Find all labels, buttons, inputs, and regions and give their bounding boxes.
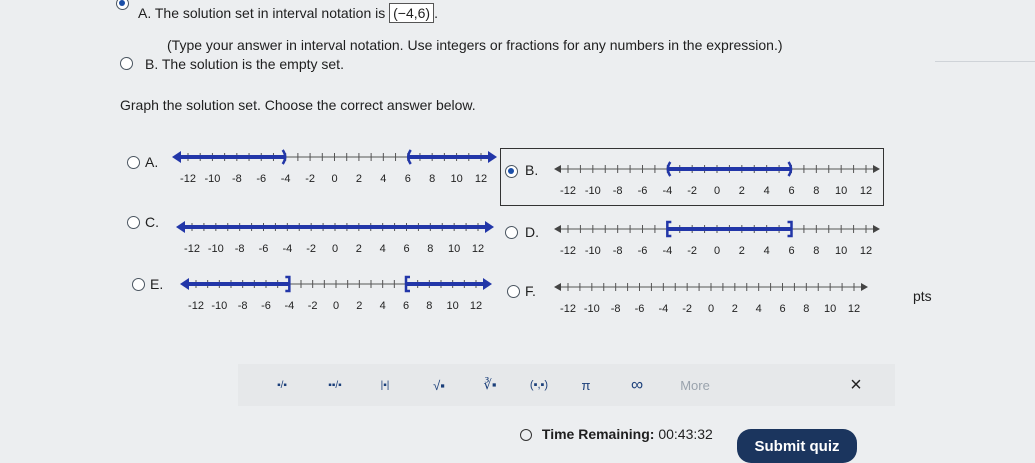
tick-label: 8 bbox=[813, 185, 820, 197]
right-arrow-icon bbox=[873, 165, 880, 173]
solution-arrow-icon bbox=[180, 278, 189, 290]
tick-label: 4 bbox=[380, 173, 387, 185]
time-remaining-label: Time Remaining: bbox=[541, 426, 655, 442]
tick-label: -12 bbox=[560, 245, 576, 257]
tick-label: -4 bbox=[662, 185, 673, 197]
tick-label: 8 bbox=[427, 243, 434, 255]
option-b-empty-text bbox=[145, 56, 344, 72]
clock-icon bbox=[520, 429, 532, 441]
tick-label: 2 bbox=[731, 303, 738, 315]
tick-label: 6 bbox=[403, 243, 410, 255]
tick-label: 0 bbox=[707, 303, 715, 315]
tick-label: 12 bbox=[847, 303, 861, 315]
tick-label: -4 bbox=[662, 245, 673, 257]
tick-label: -10 bbox=[584, 245, 601, 257]
tick-label: 0 bbox=[713, 245, 721, 257]
tick-label: 6 bbox=[402, 300, 410, 312]
tick-label: -2 bbox=[687, 185, 698, 197]
cube-root-button[interactable] bbox=[474, 364, 506, 406]
graph-prompt: Graph the solution set. Choose the correct answer below. bbox=[120, 97, 476, 113]
graph-f-label: F. bbox=[525, 283, 536, 299]
time-remaining bbox=[520, 426, 713, 442]
tick-label: -10 bbox=[204, 173, 221, 185]
left-arrow-icon bbox=[554, 283, 561, 291]
tick-label: -8 bbox=[237, 300, 248, 312]
infinity-button[interactable] bbox=[623, 364, 651, 406]
sqrt-button[interactable] bbox=[424, 364, 454, 406]
tick-label: -2 bbox=[682, 303, 693, 315]
tick-label: 4 bbox=[755, 303, 762, 315]
right-arrow-icon bbox=[861, 283, 868, 291]
divider bbox=[935, 61, 1035, 62]
mixed-number-button[interactable] bbox=[320, 364, 350, 406]
graph-a-label: A. bbox=[145, 154, 159, 170]
radio-graph-e[interactable] bbox=[132, 278, 145, 291]
math-toolbar bbox=[238, 364, 895, 406]
right-arrow-icon bbox=[873, 225, 880, 233]
fraction-button[interactable] bbox=[268, 364, 296, 406]
tick-label: 10 bbox=[450, 173, 463, 185]
tick-label: -4 bbox=[280, 173, 291, 185]
radio-option-b-empty-set[interactable] bbox=[120, 57, 133, 70]
tick-label: -6 bbox=[634, 303, 645, 315]
tick-label: -6 bbox=[637, 245, 648, 257]
number-line-f bbox=[552, 278, 870, 320]
interval-button[interactable] bbox=[521, 364, 557, 406]
mixed-number-icon: ▪▪/▪ bbox=[328, 379, 342, 391]
more-button[interactable]: More bbox=[680, 377, 710, 393]
option-b-statement: The solution is the empty set. bbox=[161, 56, 344, 72]
solution-arrow-icon bbox=[172, 151, 181, 163]
tick-label: -2 bbox=[305, 173, 315, 185]
radio-option-a-interval[interactable] bbox=[116, 0, 129, 10]
left-arrow-icon bbox=[554, 165, 561, 173]
tick-label: 6 bbox=[788, 185, 795, 197]
tick-label: -8 bbox=[612, 185, 623, 197]
tick-label: 4 bbox=[379, 300, 386, 312]
graph-b-label: B. bbox=[525, 162, 539, 178]
tick-label: 10 bbox=[835, 245, 848, 257]
tick-label: -2 bbox=[307, 300, 318, 312]
radio-graph-d[interactable] bbox=[505, 226, 518, 239]
graph-c-label: C. bbox=[145, 214, 159, 230]
tick-label: -8 bbox=[231, 173, 242, 185]
interval-answer-box[interactable]: (−4,6) bbox=[389, 3, 434, 23]
tick-label: 2 bbox=[738, 245, 745, 257]
infinity-icon: ∞ bbox=[630, 375, 644, 394]
tick-label: 12 bbox=[859, 245, 873, 257]
tick-label: -4 bbox=[284, 300, 295, 312]
tick-label: 4 bbox=[763, 245, 770, 257]
tick-label: 0 bbox=[331, 243, 339, 255]
number-line-b bbox=[552, 160, 882, 202]
tick-label: 8 bbox=[426, 300, 433, 312]
number-line-e bbox=[180, 275, 492, 317]
tick-label: -2 bbox=[687, 245, 698, 257]
tick-label: -10 bbox=[584, 185, 601, 197]
tick-label: 4 bbox=[379, 243, 386, 255]
tick-label: 10 bbox=[448, 243, 461, 255]
tick-label: 12 bbox=[474, 173, 488, 185]
tick-label: 12 bbox=[859, 185, 873, 197]
number-line-d bbox=[552, 220, 882, 262]
solution-arrow-icon bbox=[176, 221, 185, 233]
tick-label: 4 bbox=[763, 185, 770, 197]
tick-label: -4 bbox=[282, 243, 293, 255]
interval-icon: (▪,▪) bbox=[529, 379, 549, 391]
tick-label: -12 bbox=[560, 185, 576, 197]
tick-label: -10 bbox=[211, 300, 228, 312]
tick-label: 0 bbox=[331, 173, 338, 185]
graph-d-label: D. bbox=[525, 224, 539, 240]
solution-arrow-icon bbox=[485, 221, 494, 233]
tick-label: -6 bbox=[256, 173, 267, 185]
tick-label: -12 bbox=[184, 243, 200, 255]
number-line-a bbox=[172, 148, 497, 190]
tick-label: -6 bbox=[258, 243, 269, 255]
tick-label: -12 bbox=[180, 173, 196, 185]
radio-graph-f[interactable] bbox=[507, 285, 520, 298]
tick-label: 0 bbox=[713, 185, 721, 197]
tick-label: 8 bbox=[429, 173, 436, 185]
tick-label: -10 bbox=[207, 243, 224, 255]
tick-label: 10 bbox=[824, 303, 837, 315]
tick-label: -10 bbox=[583, 303, 600, 315]
tick-label: 10 bbox=[835, 185, 848, 197]
radio-graph-c[interactable] bbox=[127, 216, 140, 229]
submit-quiz-button[interactable]: Submit quiz bbox=[737, 429, 857, 463]
close-icon[interactable]: × bbox=[850, 373, 862, 396]
pi-button[interactable] bbox=[574, 364, 598, 406]
tick-label: -12 bbox=[188, 300, 204, 312]
tick-label: 12 bbox=[469, 300, 483, 312]
option-a-statement: The solution set in interval notation is bbox=[154, 5, 386, 21]
tick-label: 8 bbox=[803, 303, 810, 315]
tick-label: -8 bbox=[234, 243, 245, 255]
option-a-label: A. bbox=[138, 5, 152, 21]
tick-label: -12 bbox=[560, 303, 576, 315]
sqrt-icon: √▪ bbox=[433, 377, 445, 393]
tick-label: 10 bbox=[446, 300, 459, 312]
tick-label: 2 bbox=[355, 173, 362, 185]
solution-arrow-icon bbox=[488, 151, 497, 163]
answer-hint: (Type your answer in interval notation. Use integers or fractions for any numbers in the expression.) bbox=[167, 37, 783, 53]
absolute-value-button[interactable] bbox=[370, 364, 400, 406]
tick-label: -2 bbox=[306, 243, 317, 255]
tick-label: 12 bbox=[471, 243, 485, 255]
tick-label: 2 bbox=[738, 185, 745, 197]
left-arrow-icon bbox=[554, 225, 561, 233]
tick-label: -8 bbox=[612, 245, 623, 257]
cube-root-icon: ∛▪ bbox=[483, 377, 497, 392]
solution-arrow-icon bbox=[483, 278, 492, 290]
absolute-value-icon: |▪| bbox=[380, 379, 390, 391]
tick-label: 0 bbox=[332, 300, 340, 312]
tick-label: -4 bbox=[658, 303, 669, 315]
radio-graph-b[interactable] bbox=[505, 165, 518, 178]
tick-label: 6 bbox=[404, 173, 411, 185]
tick-label: -6 bbox=[637, 185, 648, 197]
tick-label: -8 bbox=[610, 303, 621, 315]
tick-label: -6 bbox=[261, 300, 271, 312]
fraction-icon: ▪/▪ bbox=[277, 379, 287, 391]
time-remaining-value: 00:43:32 bbox=[658, 426, 713, 442]
answer-period: . bbox=[434, 5, 438, 21]
tick-label: 6 bbox=[779, 303, 786, 315]
graph-e-label: E. bbox=[150, 276, 164, 292]
points-label: pts bbox=[913, 288, 932, 304]
tick-label: 2 bbox=[356, 300, 363, 312]
tick-label: 2 bbox=[355, 243, 362, 255]
option-b-label: B. bbox=[145, 56, 159, 72]
tick-label: 8 bbox=[813, 245, 820, 257]
radio-graph-a[interactable] bbox=[127, 156, 140, 169]
option-a-interval-text bbox=[138, 3, 438, 23]
tick-label: 6 bbox=[788, 245, 795, 257]
number-line-c bbox=[176, 218, 494, 260]
pi-icon: π bbox=[581, 377, 591, 393]
